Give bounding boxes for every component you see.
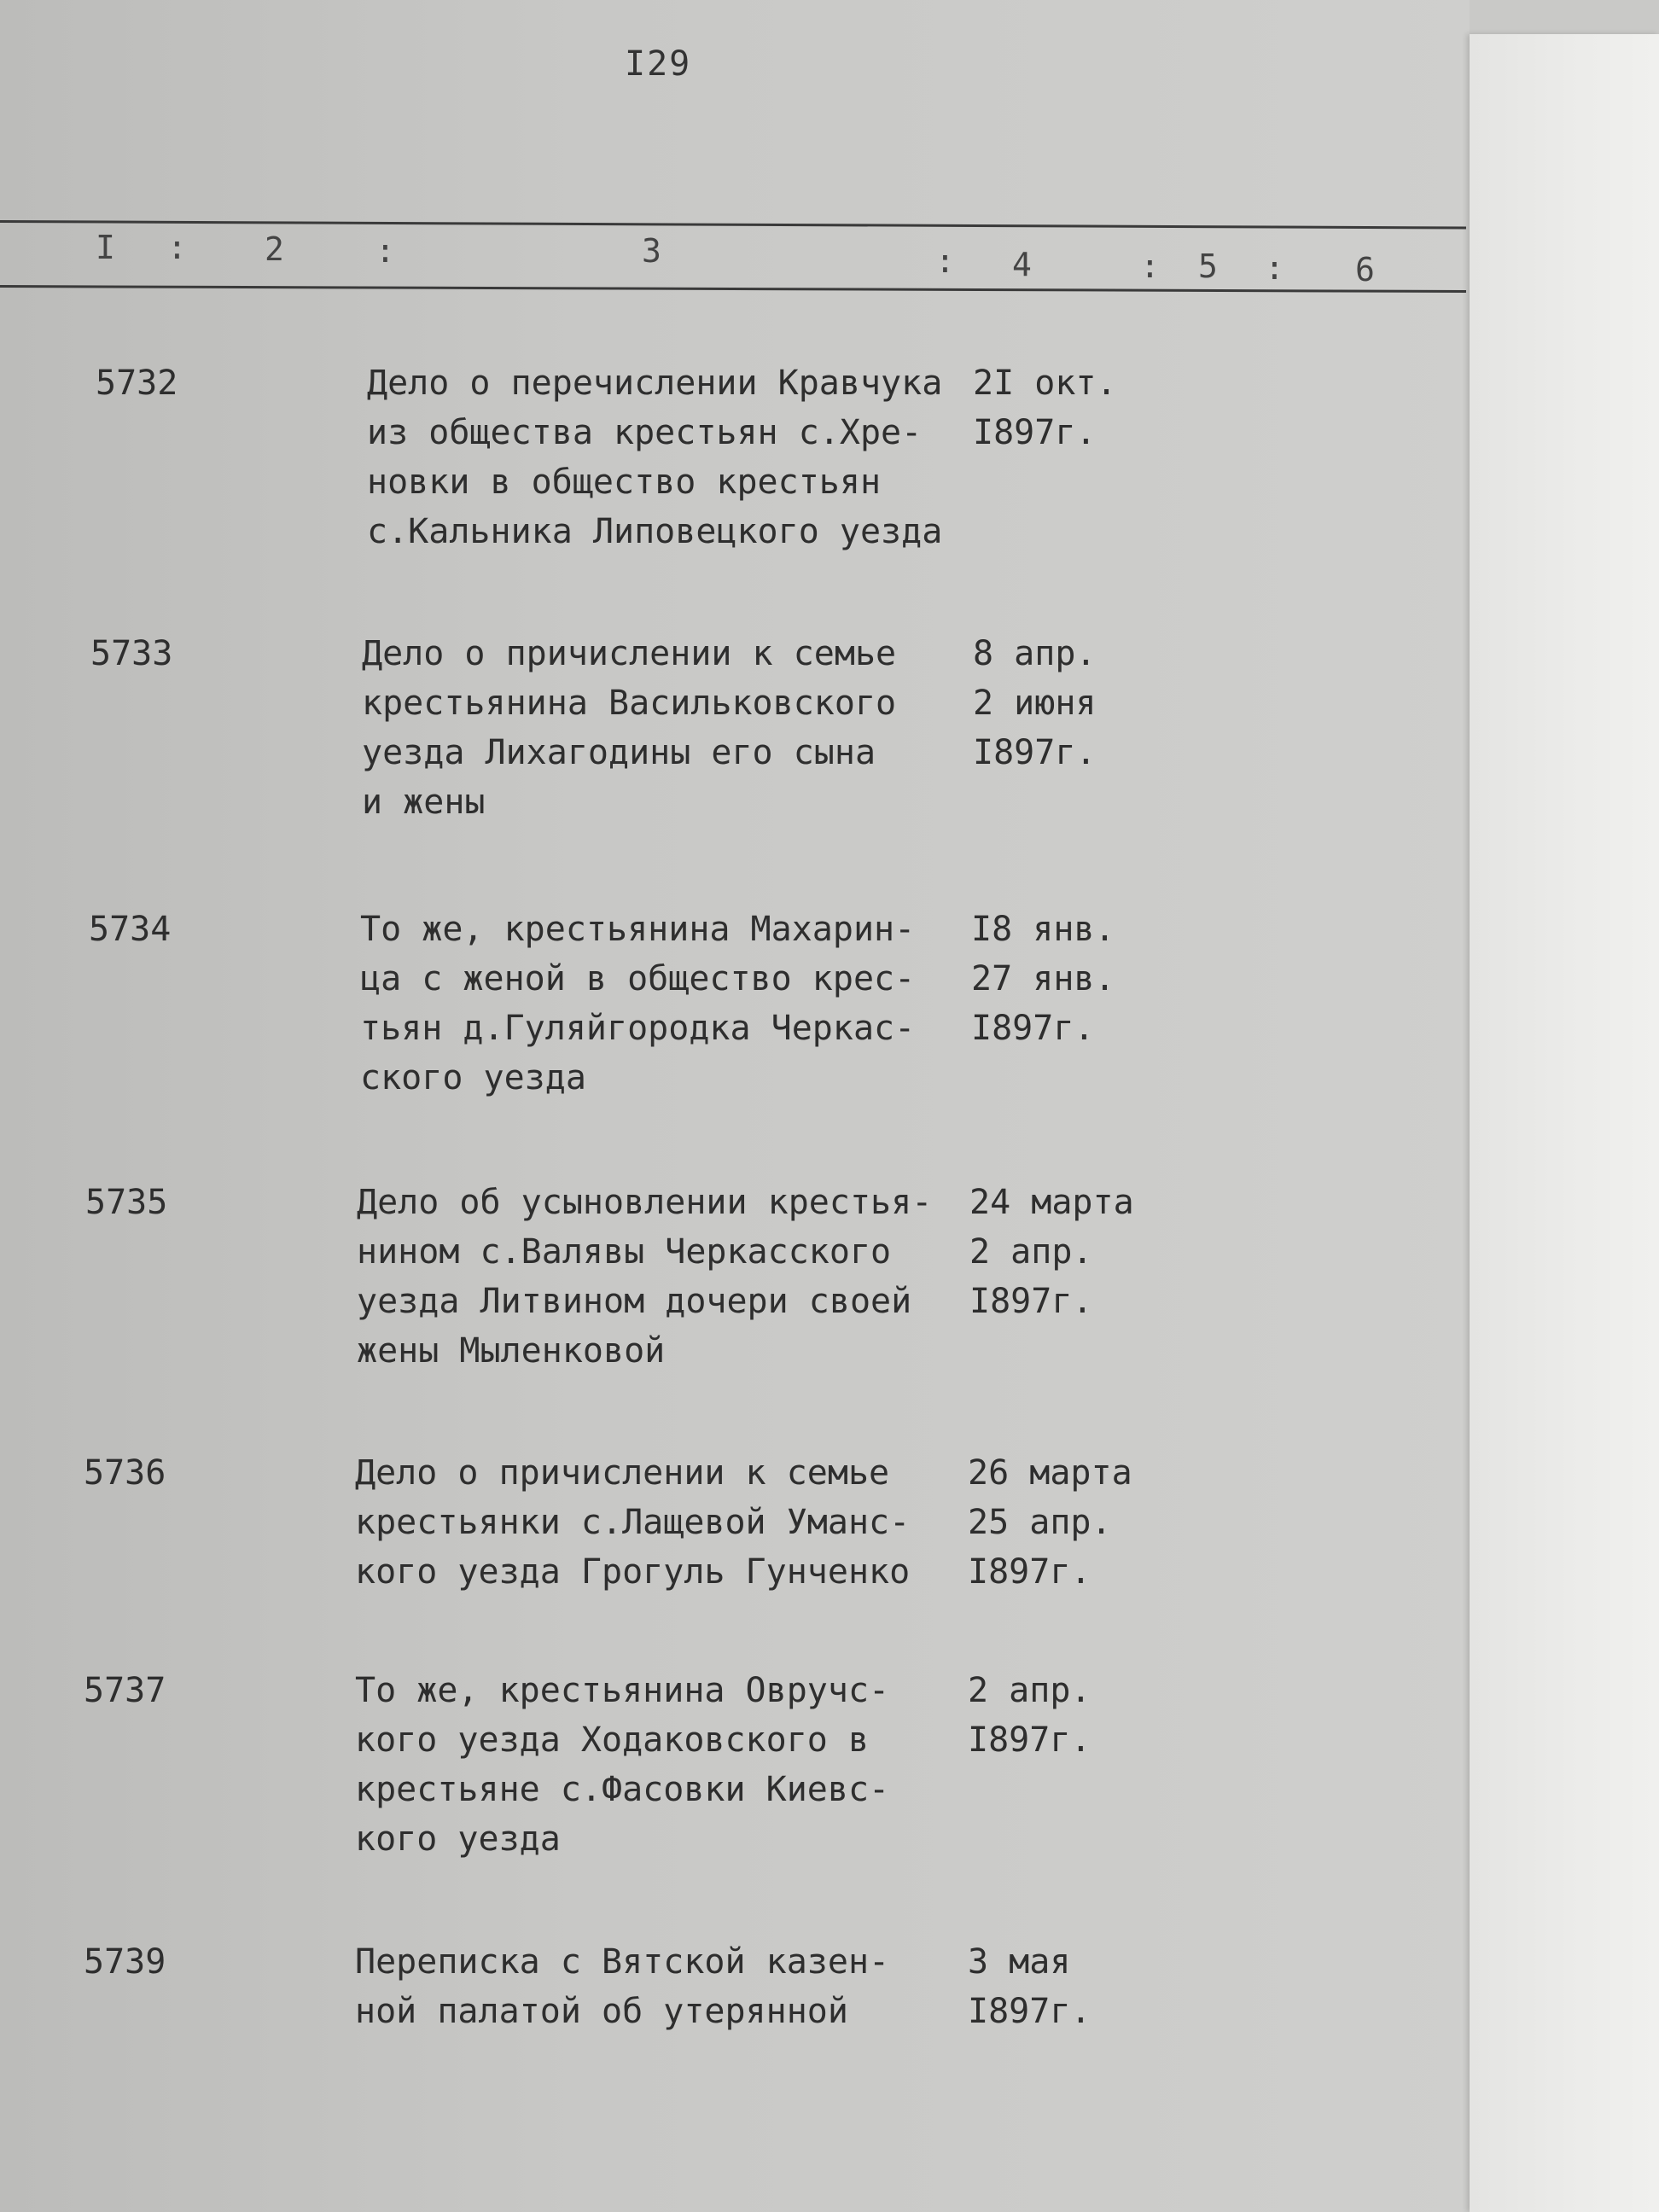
page-number: I29 xyxy=(625,44,692,84)
column-separator: : xyxy=(375,232,395,270)
entry-dates: I8 янв. 27 янв. I897г. xyxy=(971,910,1115,1048)
entry-description: То же, крестьянина Овручс- кого уезда Ходаковского в крестьяне с.Фасовки Киевс- кого уезда xyxy=(355,1671,890,1859)
entry-description: Переписка с Вятской казен- ной палатой об утерянной xyxy=(355,1942,890,2031)
entry-dates: 2I окт. I897г. xyxy=(973,364,1117,452)
entry-description: То же, крестьянина Махарин- ца с женой в общество крес- тьян д.Гуляйгородка Черкас- ского уезда xyxy=(360,910,916,1097)
column-header-4: 4 xyxy=(1012,246,1032,283)
entry-number: 5735 xyxy=(85,1183,168,1222)
column-separator: : xyxy=(1140,247,1160,285)
entry-dates: 24 марта 2 апр. I897г. xyxy=(969,1183,1134,1321)
entry-dates: 8 апр. 2 июня I897г. xyxy=(973,634,1097,772)
column-separator: : xyxy=(167,229,187,266)
column-separator: : xyxy=(935,242,955,280)
underlying-page-edge xyxy=(1470,34,1659,2212)
column-header-6: 6 xyxy=(1355,251,1375,288)
entry-dates: 26 марта 25 апр. I897г. xyxy=(968,1453,1132,1592)
entry-description: Дело об усыновлении крестья- нином с.Валявы Черкасского уезда Литвином дочери своей жены Мыленковой xyxy=(357,1183,933,1371)
column-header-2: 2 xyxy=(265,230,284,268)
column-header-5: 5 xyxy=(1198,247,1218,285)
entry-number: 5734 xyxy=(89,910,172,949)
entry-description: Дело о причислении к семье крестьянина Васильковского уезда Лихагодины его сына и жены xyxy=(362,634,897,822)
column-header-1: I xyxy=(96,229,115,266)
entry-dates: 3 мая I897г. xyxy=(968,1942,1091,2031)
entry-description: Дело о перечислении Кравчука из общества крестьян с.Хре- новки в общество крестьян с.Кальника Липовецкого уезда xyxy=(367,364,943,551)
entry-number: 5732 xyxy=(96,364,178,403)
column-header-3: 3 xyxy=(642,232,661,270)
entry-number: 5739 xyxy=(84,1942,166,1982)
entry-number: 5737 xyxy=(84,1671,166,1710)
entry-description: Дело о причислении к семье крестьянки с.Лащевой Уманс- кого уезда Грогуль Гунченко xyxy=(355,1453,911,1592)
entry-number: 5733 xyxy=(90,634,173,673)
column-separator: : xyxy=(1265,249,1284,287)
entry-number: 5736 xyxy=(84,1453,166,1493)
entry-dates: 2 апр. I897г. xyxy=(968,1671,1091,1760)
